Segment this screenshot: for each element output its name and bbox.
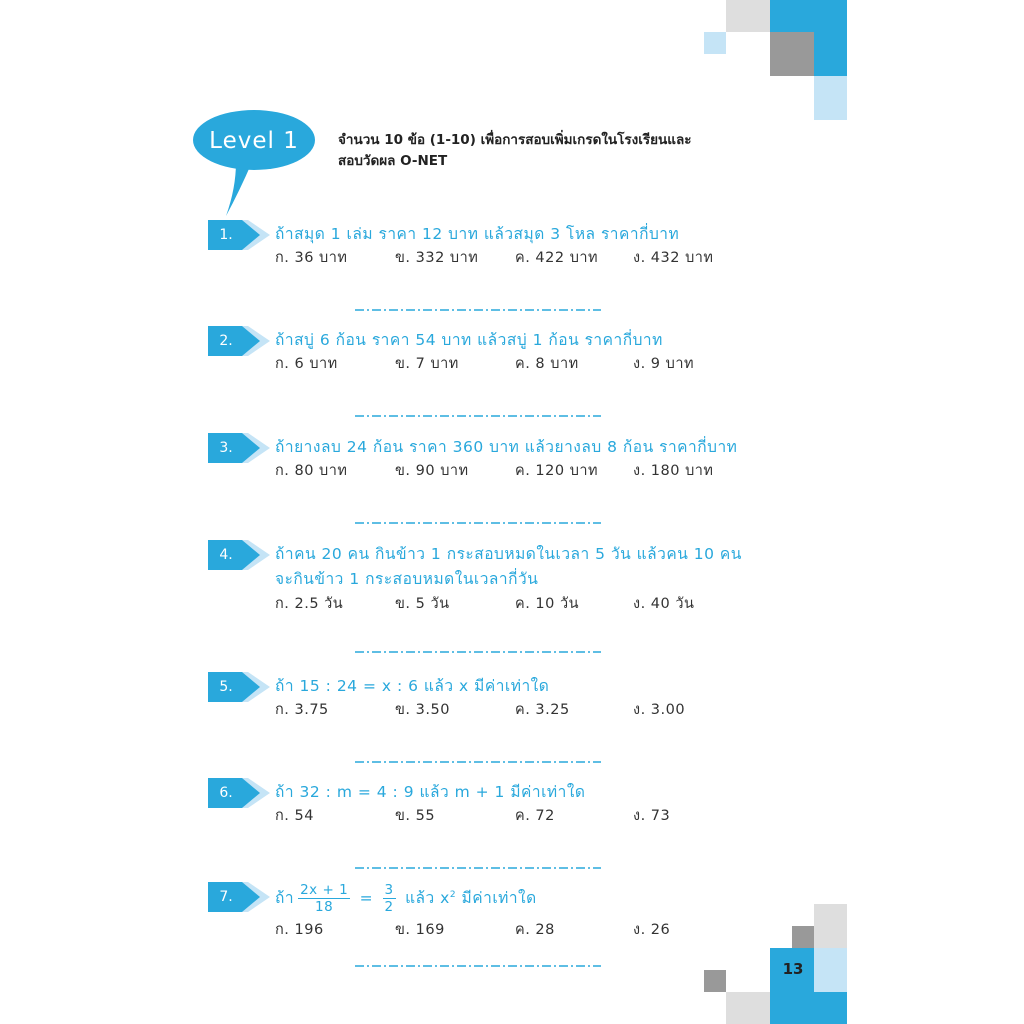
answer-choice[interactable]: ก. 54 [275,808,314,824]
answer-choice[interactable]: ข. 7 บาท [395,356,459,372]
fraction-denominator: 2 [384,899,394,915]
question-line: ถ้า 15 : 24 = x : 6 แล้ว x มีค่าเท่าใด [275,677,550,695]
answer-choice[interactable]: ค. 3.25 [515,702,570,718]
answer-choice[interactable]: ข. 5 วัน [395,596,450,612]
level-label: Level 1 [209,128,299,154]
answer-choice[interactable]: ข. 169 [395,922,445,938]
answer-choice[interactable]: ค. 10 วัน [515,596,580,612]
answer-line[interactable] [355,511,601,517]
question-number: 6. [219,785,233,801]
exponent: 2 [449,889,457,900]
question-text [275,222,775,247]
answer-line[interactable] [355,640,601,646]
question-text [275,542,775,592]
decor-square [814,32,847,76]
intro-text [338,130,718,172]
decor-square [726,0,770,32]
question-item [208,882,808,992]
question-text [275,780,775,805]
fraction [298,882,350,915]
answer-choice[interactable]: ก. 80 บาท [275,463,348,479]
question-item [208,326,808,436]
question-line: ถ้าคน 20 คน กินข้าว 1 กระสอบหมดในเวลา 5 วัน แล้วคน 10 คน [275,545,742,563]
question-item [208,433,808,543]
decor-square [704,32,726,54]
intro-line: สอบวัดผล O-NET [338,153,448,169]
question-item [208,672,808,782]
question-number: 3. [219,440,233,456]
answer-line[interactable] [355,404,601,410]
answer-choice[interactable]: ค. 72 [515,808,555,824]
decor-square [814,904,847,948]
question-item [208,540,808,650]
question-item [208,778,808,888]
answer-choice[interactable]: ค. 28 [515,922,555,938]
answer-line[interactable] [355,298,601,304]
answer-choice[interactable]: ก. 6 บาท [275,356,338,372]
decor-square [770,0,847,32]
answer-choice[interactable]: ก. 3.75 [275,702,329,718]
page-number: 13 [782,960,804,978]
answer-choice[interactable]: ก. 196 [275,922,324,938]
answer-choice[interactable]: ค. 422 บาท [515,250,599,266]
question-suffix: มีค่าเท่าใด [461,889,537,907]
answer-choice[interactable]: ข. 3.50 [395,702,450,718]
decor-square [814,948,847,992]
question-line: ถ้า 32 : m = 4 : 9 แล้ว m + 1 มีค่าเท่าใด [275,783,586,801]
decor-square [814,76,847,120]
question-line: ถ้าสมุด 1 เล่ม ราคา 12 บาท แล้วสมุด 3 โหล ราคากี่บาท [275,225,680,243]
equals-sign: = [359,889,374,907]
decor-square [726,992,770,1024]
question-prefix: ถ้า [275,889,295,907]
fraction [383,882,396,915]
question-number: 2. [219,333,233,349]
question-line: จะกินข้าว 1 กระสอบหมดในเวลากี่วัน [275,570,539,588]
question-text [275,674,775,699]
fraction-denominator: 18 [315,899,334,915]
question-item [208,220,808,330]
answer-choice[interactable]: ข. 90 บาท [395,463,469,479]
answer-choice[interactable]: ค. 120 บาท [515,463,599,479]
question-middle: แล้ว x [405,889,450,907]
decor-square [770,32,814,76]
question-line: ถ้าสบู่ 6 ก้อน ราคา 54 บาท แล้วสบู่ 1 ก้อน ราคากี่บาท [275,331,663,349]
answer-choice[interactable]: ง. 9 บาท [633,356,695,372]
answer-choice[interactable]: ข. 332 บาท [395,250,479,266]
answer-choice[interactable]: ง. 73 [633,808,671,824]
answer-choice[interactable]: ค. 8 บาท [515,356,579,372]
answer-choice[interactable]: ข. 55 [395,808,436,824]
question-text [275,435,775,460]
question-text [275,328,775,353]
fraction-numerator: 2x + 1 [300,882,349,898]
fraction-numerator: 3 [384,882,394,898]
decor-square [770,992,847,1024]
answer-line[interactable] [355,750,601,756]
answer-choice[interactable]: ง. 432 บาท [633,250,714,266]
answer-choice[interactable]: ง. 180 บาท [633,463,714,479]
question-text [275,882,775,915]
question-number: 5. [219,679,233,695]
question-number: 7. [219,889,233,905]
answer-choice[interactable]: ก. 2.5 วัน [275,596,344,612]
answer-choice[interactable]: ก. 36 บาท [275,250,348,266]
intro-line: จำนวน 10 ข้อ (1-10) เพื่อการสอบเพิ่มเกรดในโรงเรียนและ [338,132,692,148]
question-number: 4. [219,547,233,563]
answer-choice[interactable]: ง. 3.00 [633,702,686,718]
answer-choice[interactable]: ง. 40 วัน [633,596,695,612]
question-number: 1. [219,227,233,243]
answer-line[interactable] [355,856,601,862]
answer-line[interactable] [355,954,601,960]
question-line: ถ้ายางลบ 24 ก้อน ราคา 360 บาท แล้วยางลบ 8 ก้อน ราคากี่บาท [275,438,738,456]
answer-choice[interactable]: ง. 26 [633,922,671,938]
